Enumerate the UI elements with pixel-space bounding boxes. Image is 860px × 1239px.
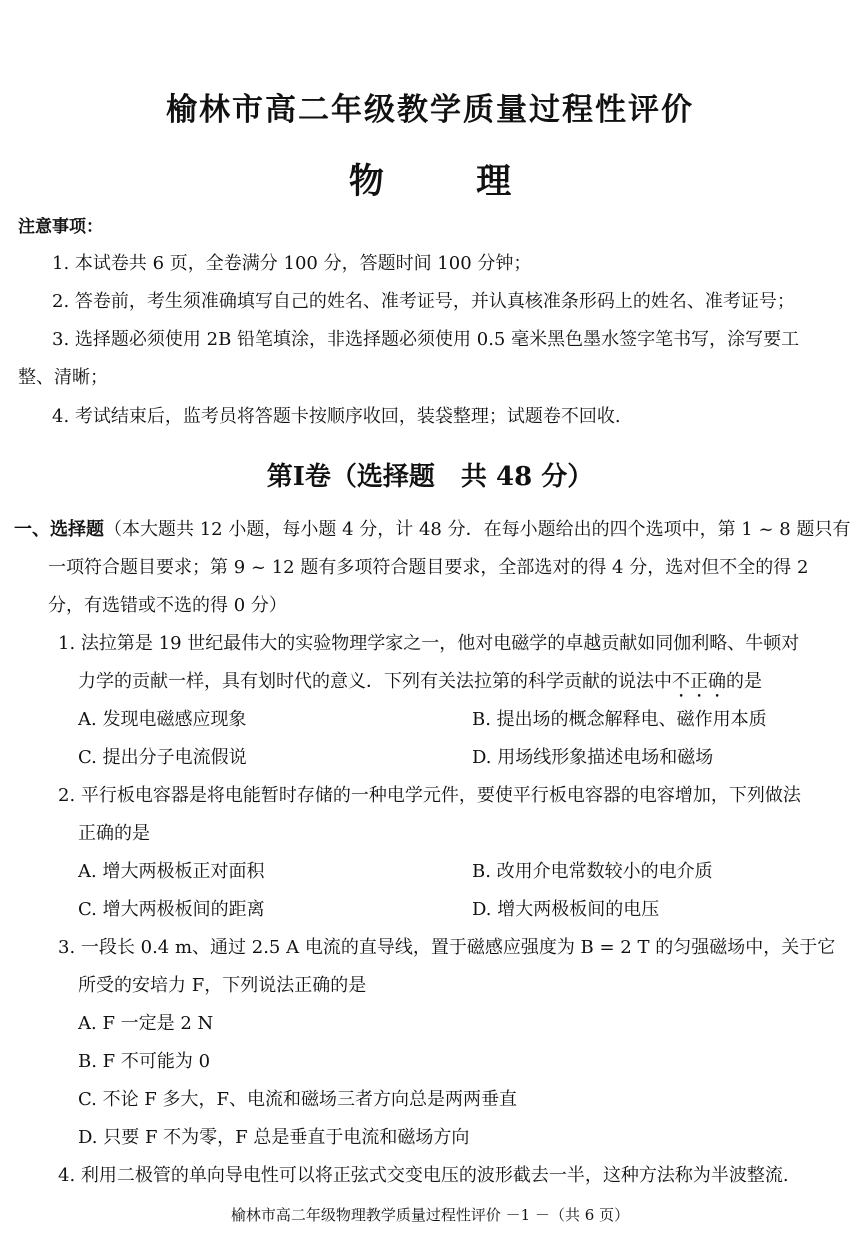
note-item: 4. 考试结束后，监考员将答题卡按顺序收回，装袋整理；试题卷不回收.	[52, 406, 621, 427]
option-b: B. 改用介电常数较小的电介质	[472, 861, 713, 882]
option-c: C. 不论 F 多大，F、电流和磁场三者方向总是两两垂直	[78, 1089, 517, 1110]
notes-heading: 注意事项：	[18, 217, 103, 237]
stem-text: 力学的贡献一样，具有划时代的意义．下列有关法拉第的科学贡献的说法中	[78, 671, 672, 692]
page-footer: 榆林市高二年级物理教学质量过程性评价 －1 －（共 6 页）	[230, 1206, 630, 1224]
section-title: 第Ⅰ卷（选择题 共 48 分）	[266, 462, 594, 492]
option-d: D. 增大两极板间的电压	[472, 899, 660, 920]
question-stem: 4. 利用二极管的单向导电性可以将正弦式交变电压的波形截去一半，这种方法称为半波整流.	[58, 1165, 789, 1186]
question-stem: 所受的安培力 F，下列说法正确的是	[78, 975, 367, 996]
option-a: A. 增大两极板正对面积	[78, 861, 265, 882]
option-d: D. 只要 F 不为零，F 总是垂直于电流和磁场方向	[78, 1127, 470, 1148]
option-c: C. 增大两极板间的距离	[78, 899, 265, 920]
part-label: 一、选择题	[14, 519, 104, 540]
option-c: C. 提出分子电流假说	[78, 747, 247, 768]
subject-title: 物 理	[348, 161, 552, 202]
question-stem: 3. 一段长 0.4 m、通过 2.5 A 电流的直导线，置于磁感应强度为 B = 2 T 的匀强磁场中，关于它	[58, 937, 836, 958]
section-intro-line: 一项符合题目要求；第 9 ~ 12 题有多项符合题目要求，全部选对的得 4 分，选对但不全的得 2	[48, 557, 809, 578]
option-a: A. F 一定是 2 N	[78, 1013, 214, 1034]
section-intro-line	[14, 517, 850, 543]
note-item: 整、清晰；	[18, 367, 108, 388]
note-item: 2. 答卷前，考生须准确填写自己的姓名、准考证号，并认真核准条形码上的姓名、准考证号；	[52, 291, 795, 312]
note-item: 1. 本试卷共 6 页，全卷满分 100 分，答题时间 100 分钟；	[52, 253, 532, 274]
option-a: A. 发现电磁感应现象	[78, 709, 247, 730]
question-stem: 2. 平行板电容器是将电能暂时存储的一种电学元件，要使平行板电容器的电容增加，下列做法	[58, 785, 801, 806]
emphasized-text: 不正确	[672, 671, 726, 692]
option-d: D. 用场线形象描述电场和磁场	[472, 747, 714, 768]
option-b: B. 提出场的概念解释电、磁作用本质	[472, 709, 767, 730]
note-item: 3. 选择题必须使用 2B 铅笔填涂，非选择题必须使用 0.5 毫米黑色墨水签字笔书写，涂写要工	[52, 329, 800, 350]
question-stem: 1. 法拉第是 19 世纪最伟大的实验物理学家之一，他对电磁学的卓越贡献如同伽利略、牛顿对	[58, 633, 800, 654]
option-b: B. F 不可能为 0	[78, 1051, 211, 1072]
exam-title: 榆林市高二年级教学质量过程性评价	[166, 92, 694, 128]
intro-text: （本大题共 12 小题，每小题 4 分，计 48 分．在每小题给出的四个选项中，第 1 ~ 8 题只有	[104, 519, 851, 540]
question-stem: 正确的是	[78, 823, 150, 844]
question-stem	[78, 669, 762, 702]
stem-text: 的是	[726, 671, 762, 692]
section-intro-line: 分，有选错或不选的得 0 分）	[48, 595, 287, 616]
